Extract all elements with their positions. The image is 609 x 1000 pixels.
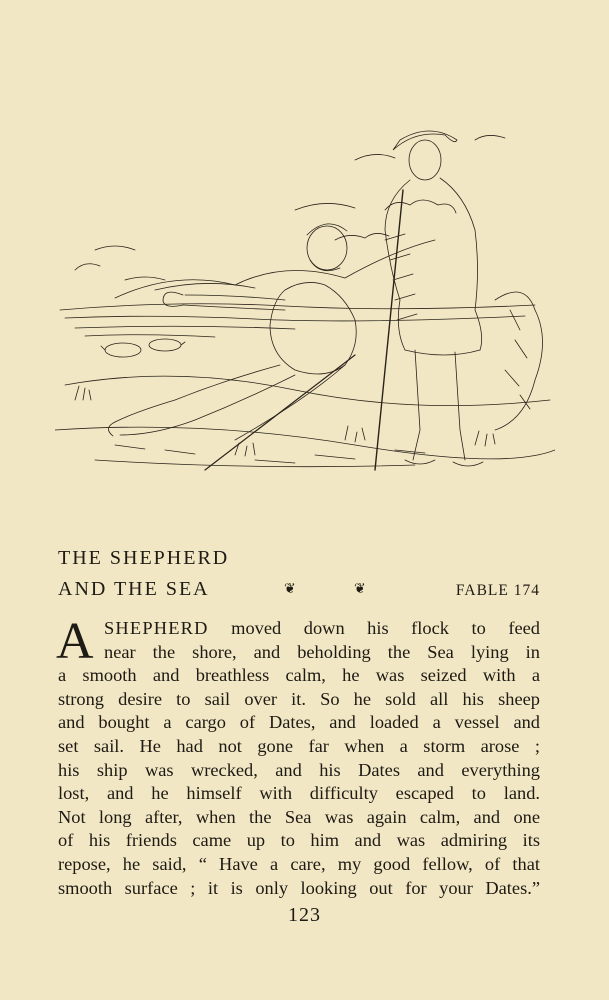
text-line-rest: moved down his flock to feed — [208, 618, 540, 638]
text-line: repose, he said, “ Have a care, my good fellow, of that — [58, 853, 540, 874]
text-line: near the shore, and beholding the Sea lying in — [104, 641, 540, 662]
ornament-leaf-icon: ❦ — [354, 582, 366, 597]
text-line: lost, and he himself with difficulty escaped to land. — [58, 783, 540, 804]
drop-cap-letter: A — [56, 613, 94, 670]
text-line: set sail. He had not gone far when a storm arose ; — [58, 735, 540, 756]
text-line: his ship was wrecked, and his Dates and everything — [58, 759, 540, 780]
text-line: smooth surface ; it is only looking out for your Dates.” — [58, 877, 540, 898]
shepherd-engraving-icon — [55, 100, 555, 485]
text-line: a smooth and breathless calm, he was seized with a — [58, 665, 540, 686]
text-line: and bought a cargo of Dates, and loaded a vessel and — [58, 712, 540, 733]
page-number: 123 — [288, 904, 321, 926]
fable-title-row — [58, 578, 540, 606]
fable-title-line-2: AND THE SEA — [58, 578, 210, 600]
fable-body-text — [56, 613, 540, 900]
text-line-first-word: SHEPHERD — [104, 618, 209, 638]
text-line: Not long after, when the Sea was again calm, and one — [58, 806, 540, 827]
text-line: strong desire to sail over it. So he sold all his sheep — [58, 688, 540, 709]
text-line: of his friends came up to him and was admiring its — [58, 830, 540, 851]
fable-title-line-1: THE SHEPHERD — [58, 547, 230, 569]
text-line — [58, 617, 540, 641]
engraving-illustration — [55, 100, 555, 485]
ornament-leaf-icon: ❦ — [284, 582, 296, 597]
fable-number-label: FABLE 174 — [455, 582, 540, 599]
